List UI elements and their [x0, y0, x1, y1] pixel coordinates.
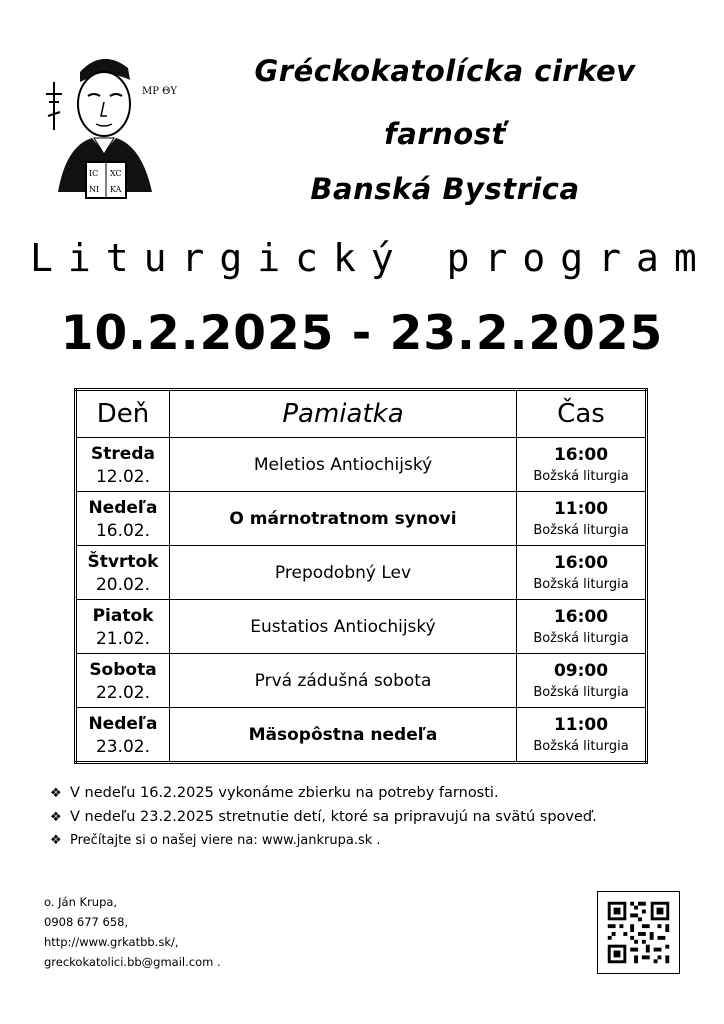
service-type: Božská liturgia	[533, 469, 629, 484]
contact-block	[44, 892, 221, 972]
memorial-cell	[170, 546, 517, 600]
time-cell	[517, 654, 647, 708]
bullet-icon: ❖	[50, 786, 62, 801]
header-time: Čas	[517, 390, 647, 438]
table-row	[76, 708, 647, 763]
memorial-cell	[170, 492, 517, 546]
day-name: Sobota	[89, 659, 157, 680]
icon-text-ic: IC	[89, 169, 99, 178]
memorial-text: Meletios Antiochijský	[253, 454, 433, 475]
qr-code-icon	[597, 891, 680, 974]
date-range: 10.2.2025 - 23.2.2025	[60, 306, 664, 361]
day-date: 21.02.	[95, 628, 151, 649]
memorial-cell	[170, 654, 517, 708]
day-name: Streda	[91, 443, 155, 464]
table-row	[76, 492, 647, 546]
page-subtitle: Liturgický program	[30, 236, 712, 280]
contact-website: http://www.grkatbb.sk/,	[44, 935, 179, 949]
day-cell	[76, 546, 170, 600]
service-type: Božská liturgia	[533, 631, 629, 646]
table-header-row	[76, 390, 647, 438]
memorial-text: Mäsopôstna nedeľa	[248, 724, 438, 745]
memorial-text: Eustatios Antiochijský	[250, 616, 436, 637]
time-value: 16:00	[553, 607, 609, 627]
memorial-text: Prvá zádušná sobota	[254, 670, 432, 691]
time-value: 09:00	[553, 661, 609, 681]
header-memorial: Pamiatka	[170, 390, 517, 438]
time-cell	[517, 600, 647, 654]
table-row	[76, 546, 647, 600]
table-row	[76, 438, 647, 492]
day-date: 22.02.	[95, 682, 151, 703]
announcement-text: V nedeľu 23.2.2025 stretnutie detí, ktoré sa pripravujú na svätú spoveď.	[70, 809, 597, 825]
day-name: Piatok	[92, 605, 154, 626]
monogram-text: MP ΘY	[142, 86, 177, 97]
day-date: 12.02.	[95, 466, 151, 487]
day-cell	[76, 708, 170, 763]
day-name: Štvrtok	[87, 551, 159, 572]
table-row	[76, 600, 647, 654]
liturgy-table	[74, 388, 648, 764]
announcements	[50, 783, 690, 855]
service-type: Božská liturgia	[533, 577, 629, 592]
day-cell	[76, 600, 170, 654]
icon-text-ka: KA	[110, 185, 122, 194]
time-value: 11:00	[553, 499, 609, 519]
city-title: Banská Bystrica	[310, 172, 580, 206]
day-name: Nedeľa	[88, 497, 158, 518]
time-cell	[517, 492, 647, 546]
day-date: 16.02.	[95, 520, 151, 541]
memorial-cell	[170, 600, 517, 654]
contact-phone: 0908 677 658,	[44, 915, 129, 929]
memorial-text: O márnotratnom synovi	[229, 508, 457, 529]
service-type: Božská liturgia	[533, 523, 629, 538]
day-cell	[76, 654, 170, 708]
day-name: Nedeľa	[88, 713, 158, 734]
table-row	[76, 654, 647, 708]
announcement-item	[50, 831, 690, 855]
contact-priest: o. Ján Krupa,	[44, 895, 118, 909]
memorial-text: Prepodobný Lev	[274, 562, 412, 583]
announcement-item	[50, 783, 690, 807]
service-type: Božská liturgia	[533, 685, 629, 700]
icon-text-ni: NI	[89, 185, 100, 194]
service-type: Božská liturgia	[533, 739, 629, 754]
parish-title: farnosť	[384, 117, 506, 151]
time-value: 16:00	[553, 553, 609, 573]
announcement-text: V nedeľu 16.2.2025 vykonáme zbierku na potreby farnosti.	[70, 785, 499, 801]
bullet-icon: ❖	[50, 833, 62, 848]
time-cell	[517, 708, 647, 763]
day-date: 23.02.	[95, 736, 151, 757]
icon-text-xc: XC	[110, 169, 122, 178]
announcement-item	[50, 807, 690, 831]
day-cell	[76, 492, 170, 546]
time-value: 16:00	[553, 445, 609, 465]
time-cell	[517, 546, 647, 600]
contact-email: greckokatolici.bb@gmail.com .	[44, 955, 221, 969]
priest-portrait-icon	[40, 42, 177, 212]
day-date: 20.02.	[95, 574, 151, 595]
time-value: 11:00	[553, 715, 609, 735]
header-day: Deň	[76, 390, 170, 438]
memorial-cell	[170, 438, 517, 492]
church-title: Gréckokatolícka cirkev	[254, 54, 636, 88]
time-cell	[517, 438, 647, 492]
announcement-text: Prečítajte si o našej viere na: www.jankrupa.sk .	[70, 833, 381, 848]
day-cell	[76, 438, 170, 492]
memorial-cell	[170, 708, 517, 763]
bullet-icon: ❖	[50, 810, 62, 825]
